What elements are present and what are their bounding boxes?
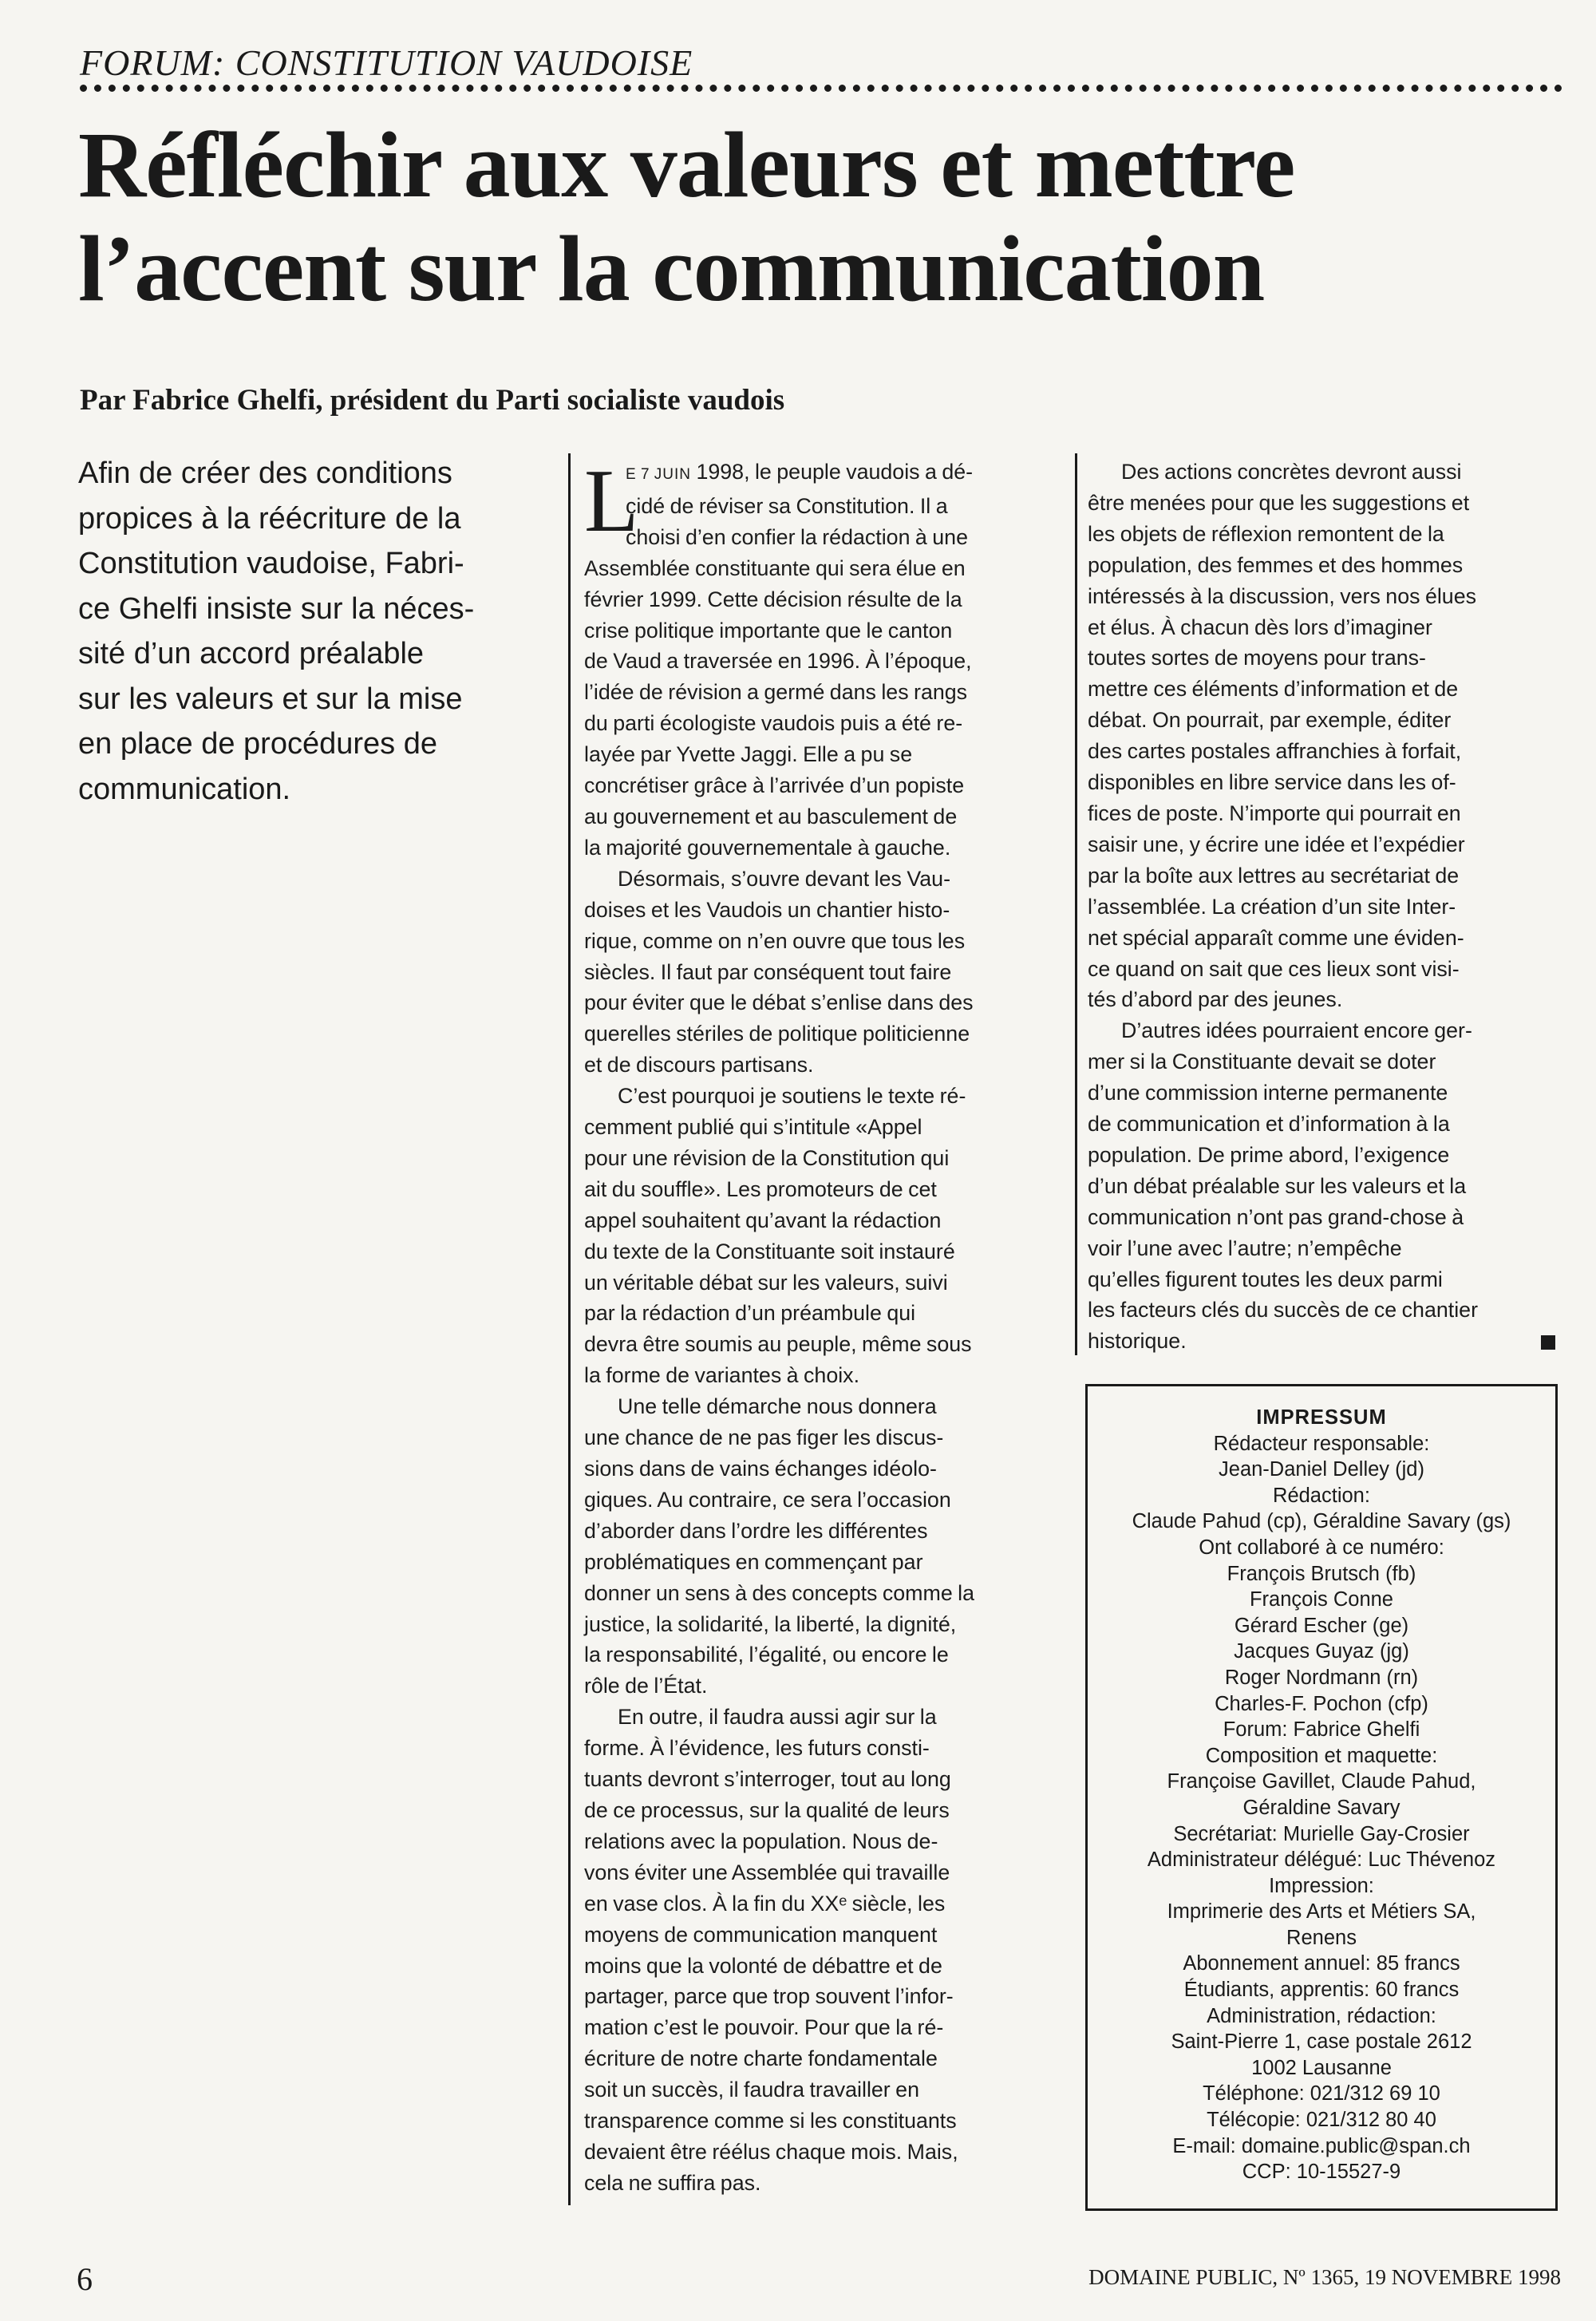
article-line: rique, comme on n’en ouvre que tous les [584, 928, 966, 953]
article-line: tés d’abord par des jeunes. [1088, 987, 1343, 1012]
opening-line [584, 457, 1063, 491]
article-line: population. De prime abord, l’exigence [1088, 1142, 1450, 1167]
impressum-line: Forum: Fabrice Ghelfi [1223, 1718, 1420, 1742]
article-line: du texte de la Constituante soit instauré [584, 1239, 955, 1263]
article-column-2 [1088, 457, 1565, 1357]
impressum-line: Jacques Guyaz (jg) [1234, 1640, 1409, 1663]
article-line: devaient être réélus chaque mois. Mais, [584, 2139, 958, 2164]
impressum-line: Saint-Pierre 1, case postale 2612 [1171, 2030, 1472, 2054]
article-line: querelles stériles de politique politicienne [584, 1022, 970, 1046]
article-line: forme. À l’évidence, les futurs consti- [584, 1736, 930, 1761]
impressum-line: Rédacteur responsable: [1213, 1432, 1430, 1455]
article-line: la responsabilité, l’égalité, ou encore le [584, 1643, 949, 1667]
article-line: par la rédaction d’un préambule qui [584, 1301, 916, 1326]
publication-footer: DOMAINE PUBLIC, Nº 1365, 19 NOVEMBRE 1998 [1088, 2265, 1561, 2289]
dotted-divider [80, 85, 1562, 92]
article-line: et de discours partisans. [584, 1053, 814, 1077]
impressum-line: Claude Pahud (cp), Géraldine Savary (gs) [1132, 1510, 1511, 1533]
article-line: une chance de ne pas figer les discus- [584, 1425, 944, 1450]
article-line: D’autres idées pourraient encore ger- [1121, 1018, 1472, 1043]
impressum-line: Composition et maquette: [1205, 1744, 1438, 1767]
article-line: donner un sens à des concepts comme la [584, 1580, 975, 1605]
article-line: intéressés à la discussion, vers nos élues [1088, 583, 1477, 608]
article-line: Des actions concrètes devront aussi [1121, 460, 1462, 484]
article-line: février 1999. Cette décision résulte de la [584, 587, 962, 611]
lede-line: en place de procédures de [78, 727, 437, 761]
impressum-line: Françoise Gavillet, Claude Pahud, [1167, 1770, 1476, 1793]
article-line: moyens de communication manquent [584, 1922, 938, 1947]
impressum-line: François Brutsch (fb) [1227, 1562, 1416, 1585]
impressum-line: Étudiants, apprentis: 60 francs [1183, 1979, 1460, 2002]
impressum-line: Roger Nordmann (rn) [1224, 1666, 1419, 1689]
article-line: relations avec la population. Nous de- [584, 1829, 938, 1853]
impressum-line: Renens [1286, 1926, 1357, 1949]
impressum-details [1088, 1431, 1555, 2185]
page-number: 6 [77, 2261, 93, 2297]
article-line: devra être soumis au peuple, même sous [584, 1332, 972, 1357]
article-line: la majorité gouvernementale à gauche. [584, 835, 951, 860]
article-line: qu’elles figurent toutes les deux parmi [1088, 1267, 1443, 1291]
article-line: en vase clos. À la fin du XXᵉ siècle, les [584, 1891, 946, 1916]
article-line: être menées pour que les suggestions et [1088, 490, 1470, 515]
lede-line: sur les valeurs et sur la mise [78, 682, 463, 716]
article-line: cemment publié qui s’intitule «Appel [584, 1115, 922, 1140]
article-line: écriture de notre charte fondamentale [584, 2046, 938, 2071]
article-line: choisi d’en confier la rédaction à une [626, 524, 968, 549]
article-line: cidé de réviser sa Constitution. Il a [626, 493, 948, 518]
article-line: par la boîte aux lettres au secrétariat de [1088, 863, 1460, 888]
article-line: un véritable débat sur les valeurs, suivi [584, 1270, 948, 1295]
impressum-line: Administration, rédaction: [1207, 2004, 1436, 2027]
article-line: les facteurs clés du succès de ce chantier [1088, 1298, 1478, 1323]
article-line: de ce processus, sur la qualité de leurs [584, 1797, 950, 1822]
impressum-line: Téléphone: 021/312 69 10 [1203, 2082, 1440, 2106]
article-line: saisir une, y écrire une idée et l’expédier [1088, 832, 1465, 856]
impressum-title: IMPRESSUM [1256, 1406, 1387, 1429]
headline-line: l’accent sur la communication [78, 216, 1265, 321]
impressum-line: Rédaction: [1273, 1484, 1370, 1507]
article-line: rôle de l’État. [584, 1674, 708, 1698]
impressum-line: Imprimerie des Arts et Métiers SA, [1167, 1900, 1476, 1924]
lede-line: communication. [78, 772, 291, 806]
article-headline [78, 113, 1578, 321]
article-line: ait du souffle». Les promoteurs de cet [584, 1176, 937, 1201]
impressum-line: 1002 Lausanne [1251, 2056, 1392, 2079]
lede-line: Constitution vaudoise, Fabri- [78, 547, 464, 580]
impressum-line: CCP: 10-15527-9 [1242, 2161, 1401, 2184]
article-line: crise politique importante que le canton [584, 618, 953, 643]
article-line: giques. Au contraire, ce sera l’occasion [584, 1487, 951, 1512]
lede-line: Afin de créer des conditions [78, 457, 452, 490]
article-line: partager, parce que trop souvent l’infor- [584, 1984, 954, 2009]
section-label: FORUM: CONSTITUTION VAUDOISE [80, 42, 693, 83]
impressum-line: E-mail: domaine.public@span.ch [1172, 2134, 1471, 2157]
column-1-body [584, 491, 1063, 2199]
article-line: les objets de réflexion remontent de la [1088, 521, 1444, 546]
article-line: cela ne suffira pas. [584, 2170, 761, 2195]
column-rule [1075, 453, 1077, 1355]
article-line: doises et les Vaudois un chantier histo- [584, 897, 950, 922]
impressum-line: Secrétariat: Murielle Gay-Crosier [1173, 1822, 1470, 1845]
article-line: layée par Yvette Jaggi. Elle a pu se [584, 742, 913, 767]
article-line: appel souhaitent qu’avant la rédaction [584, 1208, 942, 1232]
article-line: soit un succès, il faudra travailler en [584, 2078, 919, 2102]
article-line: vons éviter une Assemblée qui travaille [584, 1860, 950, 1884]
article-line: disponibles en libre service dans les of- [1088, 770, 1456, 795]
article-line: mettre ces éléments d’information et de [1088, 677, 1459, 702]
lede-line: propices à la réécriture de la [78, 501, 461, 536]
article-line: toutes sortes de moyens pour trans- [1088, 646, 1426, 670]
article-line: siècles. Il faut par conséquent tout faire [584, 959, 952, 984]
impressum-line: Abonnement annuel: 85 francs [1183, 1952, 1460, 1975]
article-line: d’aborder dans l’ordre les différentes [584, 1518, 928, 1543]
article-line: pour une révision de la Constitution qui [584, 1145, 950, 1170]
article-line: historique. [1088, 1329, 1187, 1354]
byline: Par Fabrice Ghelfi, président du Parti socialiste vaudois [80, 384, 785, 417]
article-line: Assemblée constituante qui sera élue en [584, 556, 966, 580]
impressum-line: Administrateur délégué: Luc Thévenoz [1147, 1848, 1496, 1872]
article-line: justice, la solidarité, la liberté, la dignité, [584, 1611, 957, 1636]
article-line: du parti écologiste vaudois puis a été re- [584, 711, 963, 736]
article-line: net spécial apparaît comme une éviden- [1088, 925, 1464, 950]
opening-smallcaps: E 7 JUIN [626, 466, 692, 483]
article-line: d’un débat préalable sur les valeurs et la [1088, 1173, 1467, 1198]
article-line: problématiques en commençant par [584, 1549, 923, 1574]
end-of-article-mark [1541, 1335, 1555, 1350]
article-column-1 [584, 452, 1063, 2199]
impressum-line: Jean-Daniel Delley (jd) [1219, 1458, 1424, 1481]
article-line: communication n’ont pas grand-chose à [1088, 1204, 1464, 1229]
article-line: de Vaud a traversée en 1996. À l’époque, [584, 649, 972, 674]
article-line: voir l’une avec l’autre; n’empêche [1088, 1236, 1402, 1260]
article-line: mation c’est le pouvoir. Pour que la ré- [584, 2015, 944, 2040]
lede-line: sité d’un accord préalable [78, 637, 425, 670]
article-line: moins que la volonté de débattre et de [584, 1953, 942, 1978]
article-line: transparence comme si les constituants [584, 2109, 957, 2133]
article-line: d’une commission interne permanente [1088, 1081, 1448, 1105]
impressum-line: Télécopie: 021/312 80 40 [1207, 2109, 1436, 2132]
article-line: population, des femmes et des hommes [1088, 552, 1464, 577]
lede-line: ce Ghelfi insiste sur la néces- [78, 591, 475, 626]
article-line: débat. On pourrait, par exemple, éditer [1088, 708, 1452, 733]
impressum-box [1085, 1384, 1558, 2211]
impressum-line: François Conne [1249, 1588, 1393, 1611]
article-line: C’est pourquoi je soutiens le texte ré- [618, 1084, 966, 1109]
article-line: tuants devront s’interroger, tout au long [584, 1767, 951, 1792]
drop-cap: L [584, 452, 639, 551]
impressum-line: Géraldine Savary [1242, 1796, 1400, 1819]
article-line: au gouvernement et au basculement de [584, 804, 958, 828]
impressum-line: Ont collaboré à ce numéro: [1199, 1536, 1444, 1559]
impressum-line: Charles-F. Pochon (cfp) [1215, 1692, 1428, 1715]
article-line: Une telle démarche nous donnera [618, 1394, 937, 1419]
article-line: Désormais, s’ouvre devant les Vau- [618, 866, 950, 891]
lede-intro [78, 451, 557, 812]
column-rule [568, 453, 571, 2205]
article-line: pour éviter que le débat s’enlise dans des [584, 990, 974, 1015]
article-line: et élus. À chacun dès lors d’imaginer [1088, 615, 1432, 639]
article-line: l’assemblée. La création d’un site Inter- [1088, 894, 1456, 919]
headline-line: Réfléchir aux valeurs et mettre [78, 113, 1295, 217]
impressum-line: Impression: [1269, 1874, 1374, 1897]
article-line: de communication et d’information à la [1088, 1112, 1450, 1137]
article-line: concrétiser grâce à l’arrivée d’un popiste [584, 773, 965, 798]
article-line: des cartes postales affranchies à forfait, [1088, 739, 1462, 764]
opening-rest: 1998, le peuple vaudois a dé- [691, 460, 974, 484]
impressum-line: Gérard Escher (ge) [1234, 1614, 1409, 1637]
article-line: fices de poste. N’importe qui pourrait en [1088, 801, 1461, 825]
article-line: sions dans de vains échanges idéolo- [584, 1457, 937, 1481]
article-line: mer si la Constituante devait se doter [1088, 1050, 1436, 1074]
article-line: ce quand on sait que ces lieux sont visi- [1088, 956, 1460, 981]
article-line: l’idée de révision a germé dans les rangs [584, 680, 968, 705]
article-line: la forme de variantes à choix. [584, 1363, 860, 1388]
article-line: En outre, il faudra aussi agir sur la [618, 1705, 937, 1730]
